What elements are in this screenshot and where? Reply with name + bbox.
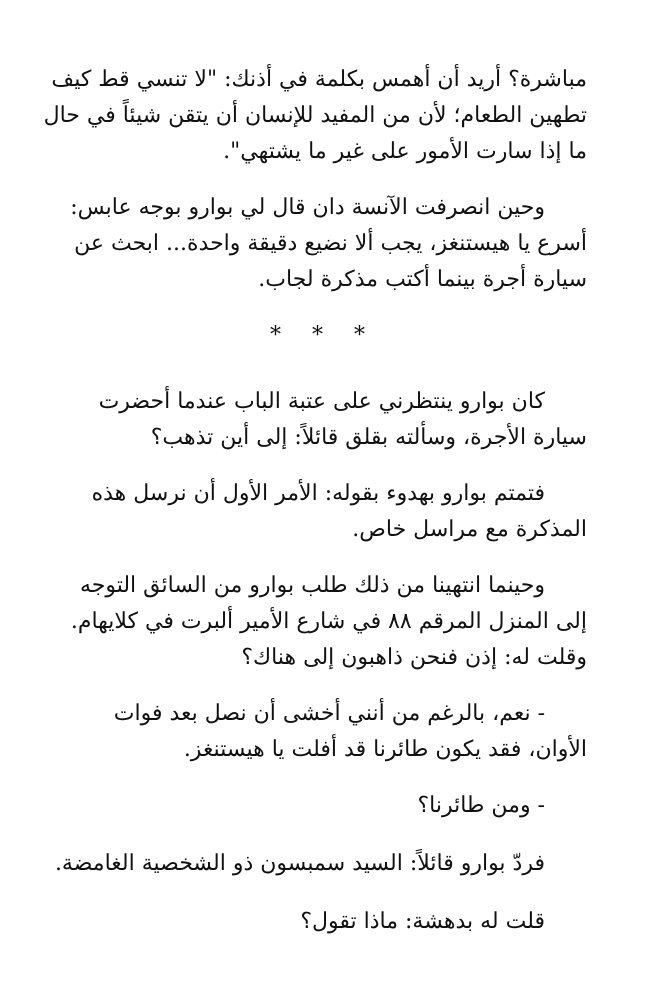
text-line: الأوان، فقد يكون طائرنا قد أفلت يا هيستنغز. <box>183 737 587 762</box>
text-line: قلت له بدهشة: ماذا تقول؟ <box>300 909 545 934</box>
text-line: وقلت له: إذن فنحن ذاهبون إلى هناك؟ <box>241 645 587 670</box>
text-line: فتمتم بوارو بهدوء بقوله: الأمر الأول أن نرسل هذه <box>91 481 545 506</box>
text-line: إلى المنزل المرقم ٨٨ في شارع الأمير ألبرت في كلايهام. <box>70 609 587 634</box>
text-line: كان بوارو ينتظرني على عتبة الباب عندما أحضرت <box>98 389 545 414</box>
section-separator: * * * <box>270 323 377 348</box>
paragraph-6 <box>60 696 587 768</box>
paragraph-5 <box>60 568 587 676</box>
paragraph-1 <box>43 62 587 170</box>
text-line: سيارة الأجرة، وسألته بقلق قائلاً: إلى أين تذهب؟ <box>150 425 587 450</box>
text-line: تطهين الطعام؛ لأن من المفيد للإنسان أن يتقن شيئاً في حال <box>43 103 587 128</box>
paragraph-2 <box>60 190 587 298</box>
paragraph-3 <box>60 384 587 456</box>
text-line: - نعم، بالرغم من أنني أخشى أن نصل بعد فوات <box>113 701 545 726</box>
paragraph-4 <box>60 476 587 548</box>
text-line: وحينما انتهينا من ذلك طلب بوارو من السائق التوجه <box>79 573 545 598</box>
text-line: فردّ بوارو قائلاً: السيد سمبسون ذو الشخصية الغامضة. <box>54 851 545 876</box>
text-line: - ومن طائرنا؟ <box>417 793 545 818</box>
paragraph-8 <box>54 846 587 882</box>
paragraph-9 <box>60 904 587 940</box>
text-line: مباشرة؟ أريد أن أهمس بكلمة في أذنك: "لا تنسي قط كيف <box>51 67 587 92</box>
text-line: المذكرة مع مراسل خاص. <box>352 517 587 542</box>
text-line: سيارة أجرة بينما أكتب مذكرة لجاب. <box>258 267 587 292</box>
text-line: وحين انصرفت الآنسة دان قال لي بوارو بوجه عابس: <box>70 195 545 220</box>
paragraph-7 <box>60 788 587 824</box>
text-line: أسرع يا هيستنغز، يجب ألا نضيع دقيقة واحدة... ابحث عن <box>74 231 587 256</box>
text-line: ما إذا سارت الأمور على غير ما يشتهي". <box>223 139 587 164</box>
